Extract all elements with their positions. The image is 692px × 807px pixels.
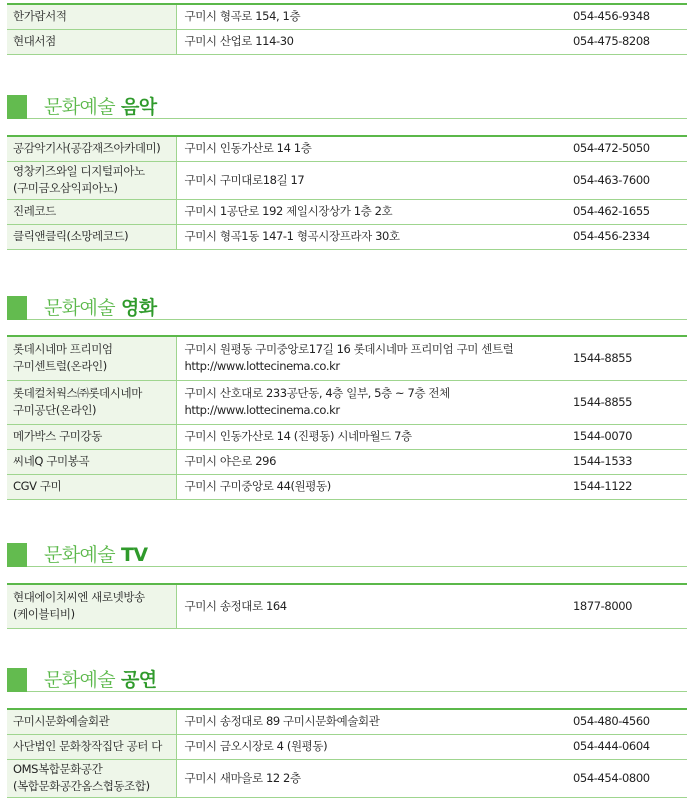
tv-table xyxy=(7,583,687,629)
section-marker xyxy=(7,296,27,320)
table-row xyxy=(7,161,687,199)
venue-phone: 1544-8855 xyxy=(573,350,633,365)
section-rule xyxy=(27,319,687,320)
venue-address: 구미시 야은로 296 xyxy=(184,454,277,468)
venue-address: 구미시 1공단로 192 제일시장상가 1층 2호 xyxy=(184,204,393,218)
section-rule xyxy=(27,566,687,567)
venue-name: 구미시문화예술회관 xyxy=(7,709,176,734)
venue-phone: 1544-1122 xyxy=(573,479,633,493)
venue-address: 구미시 원평동 구미중앙로17길 16 롯데시네마 프리미엄 구미 센트럴 http://www.lottecinema.co.kr xyxy=(176,336,569,380)
website-link[interactable]: http://www.lottecinema.co.kr xyxy=(184,359,340,374)
venue-address: 구미시 구미대로18길 17 xyxy=(184,172,305,187)
table-row xyxy=(7,759,687,797)
venue-phone: 054-462-1655 xyxy=(573,204,650,218)
venue-name: 진레코드 xyxy=(7,199,176,224)
table-row xyxy=(7,449,687,474)
venue-phone: 054-480-4560 xyxy=(573,714,650,729)
music-table xyxy=(7,135,687,250)
venue-phone: 054-456-2334 xyxy=(573,229,650,243)
venue-name: 한가람서적 xyxy=(7,4,176,29)
venue-name: 현대서점 xyxy=(7,29,176,54)
section-rule xyxy=(27,691,687,692)
table-row xyxy=(7,734,687,759)
section-marker xyxy=(7,668,27,692)
section-title: 문화예술 공연 xyxy=(44,669,157,691)
venue-address: 구미시 인동가산로 14 1층 xyxy=(184,141,312,156)
bookstore-table xyxy=(7,3,687,55)
section-heading-music xyxy=(7,95,687,119)
section-heading-movie xyxy=(7,296,687,320)
venue-phone: 1544-0070 xyxy=(573,429,633,443)
venue-name: 사단법인 문화창작집단 공터 다 xyxy=(7,734,176,759)
venue-name: 롯데시네마 프리미엄 구미센트럴(온라인) xyxy=(7,336,176,380)
table-row xyxy=(7,584,687,628)
venue-phone: 054-472-5050 xyxy=(573,141,650,156)
table-row xyxy=(7,709,687,734)
venue-name: 현대에이치씨엔 새로넷방송 (케이블티비) xyxy=(7,584,176,628)
section-title: 문화예술 음악 xyxy=(44,96,157,118)
venue-address: 구미시 구미중앙로 44(원평동) xyxy=(184,479,331,493)
venue-phone: 054-475-8208 xyxy=(573,34,650,48)
venue-name: 공감악기사(공감재즈아카데미) xyxy=(7,136,176,161)
table-row xyxy=(7,136,687,161)
table-row xyxy=(7,424,687,449)
venue-phone: 1544-1533 xyxy=(573,454,633,468)
venue-address: 구미시 송정대로 164 xyxy=(184,598,287,613)
venue-name: 롯데컬처웍스㈜롯데시네마 구미공단(온라인) xyxy=(7,380,176,424)
website-link[interactable]: http://www.lottecinema.co.kr xyxy=(184,403,340,417)
venue-phone: 054-454-0800 xyxy=(573,770,650,785)
venue-address: 구미시 산업로 114-30 xyxy=(184,34,294,48)
venue-address: 구미시 금오시장로 4 (원평동) xyxy=(184,739,328,753)
venue-address: 구미시 형곡1동 147-1 형곡시장프라자 30호 xyxy=(184,229,400,243)
table-row xyxy=(7,380,687,424)
table-row xyxy=(7,29,687,54)
venue-phone: 1877-8000 xyxy=(573,598,633,613)
table-row xyxy=(7,474,687,499)
venue-name: 씨네Q 구미봉곡 xyxy=(7,449,176,474)
section-title: 문화예술 TV xyxy=(44,544,148,566)
section-title: 문화예술 영화 xyxy=(44,297,157,319)
table-row xyxy=(7,336,687,380)
venue-name: OMS복합문화공간 (복합문화공간옴스협동조합) xyxy=(7,759,176,797)
performance-table xyxy=(7,708,687,798)
venue-name: 클릭앤클릭(소망레코드) xyxy=(7,224,176,249)
venue-phone: 054-456-9348 xyxy=(573,9,650,24)
venue-phone: 1544-8855 xyxy=(573,394,633,409)
movie-table xyxy=(7,335,687,500)
section-heading-performance xyxy=(7,668,687,692)
table-row xyxy=(7,224,687,249)
section-marker xyxy=(7,95,27,119)
venue-phone: 054-444-0604 xyxy=(573,739,650,753)
table-row xyxy=(7,4,687,29)
table-row xyxy=(7,199,687,224)
venue-address: 구미시 새마을로 12 2층 xyxy=(184,770,301,785)
venue-name: 영창키즈와일 디지털피아노 (구미금오삼익피아노) xyxy=(7,161,176,199)
venue-address: 구미시 산호대로 233공단동, 4층 일부, 5층 ~ 7층 전체 http://www.lottecinema.co.kr xyxy=(176,380,569,424)
venue-phone: 054-463-7600 xyxy=(573,172,650,187)
section-rule xyxy=(27,118,687,119)
venue-name: CGV 구미 xyxy=(7,474,176,499)
venue-address: 구미시 형곡로 154, 1층 xyxy=(184,9,301,24)
venue-name: 메가박스 구미강동 xyxy=(7,424,176,449)
section-heading-tv xyxy=(7,543,687,567)
venue-address: 구미시 인동가산로 14 (진평동) 시네마월드 7층 xyxy=(184,429,412,443)
venue-address: 구미시 송정대로 89 구미시문화예술회관 xyxy=(184,714,380,729)
section-marker xyxy=(7,543,27,567)
